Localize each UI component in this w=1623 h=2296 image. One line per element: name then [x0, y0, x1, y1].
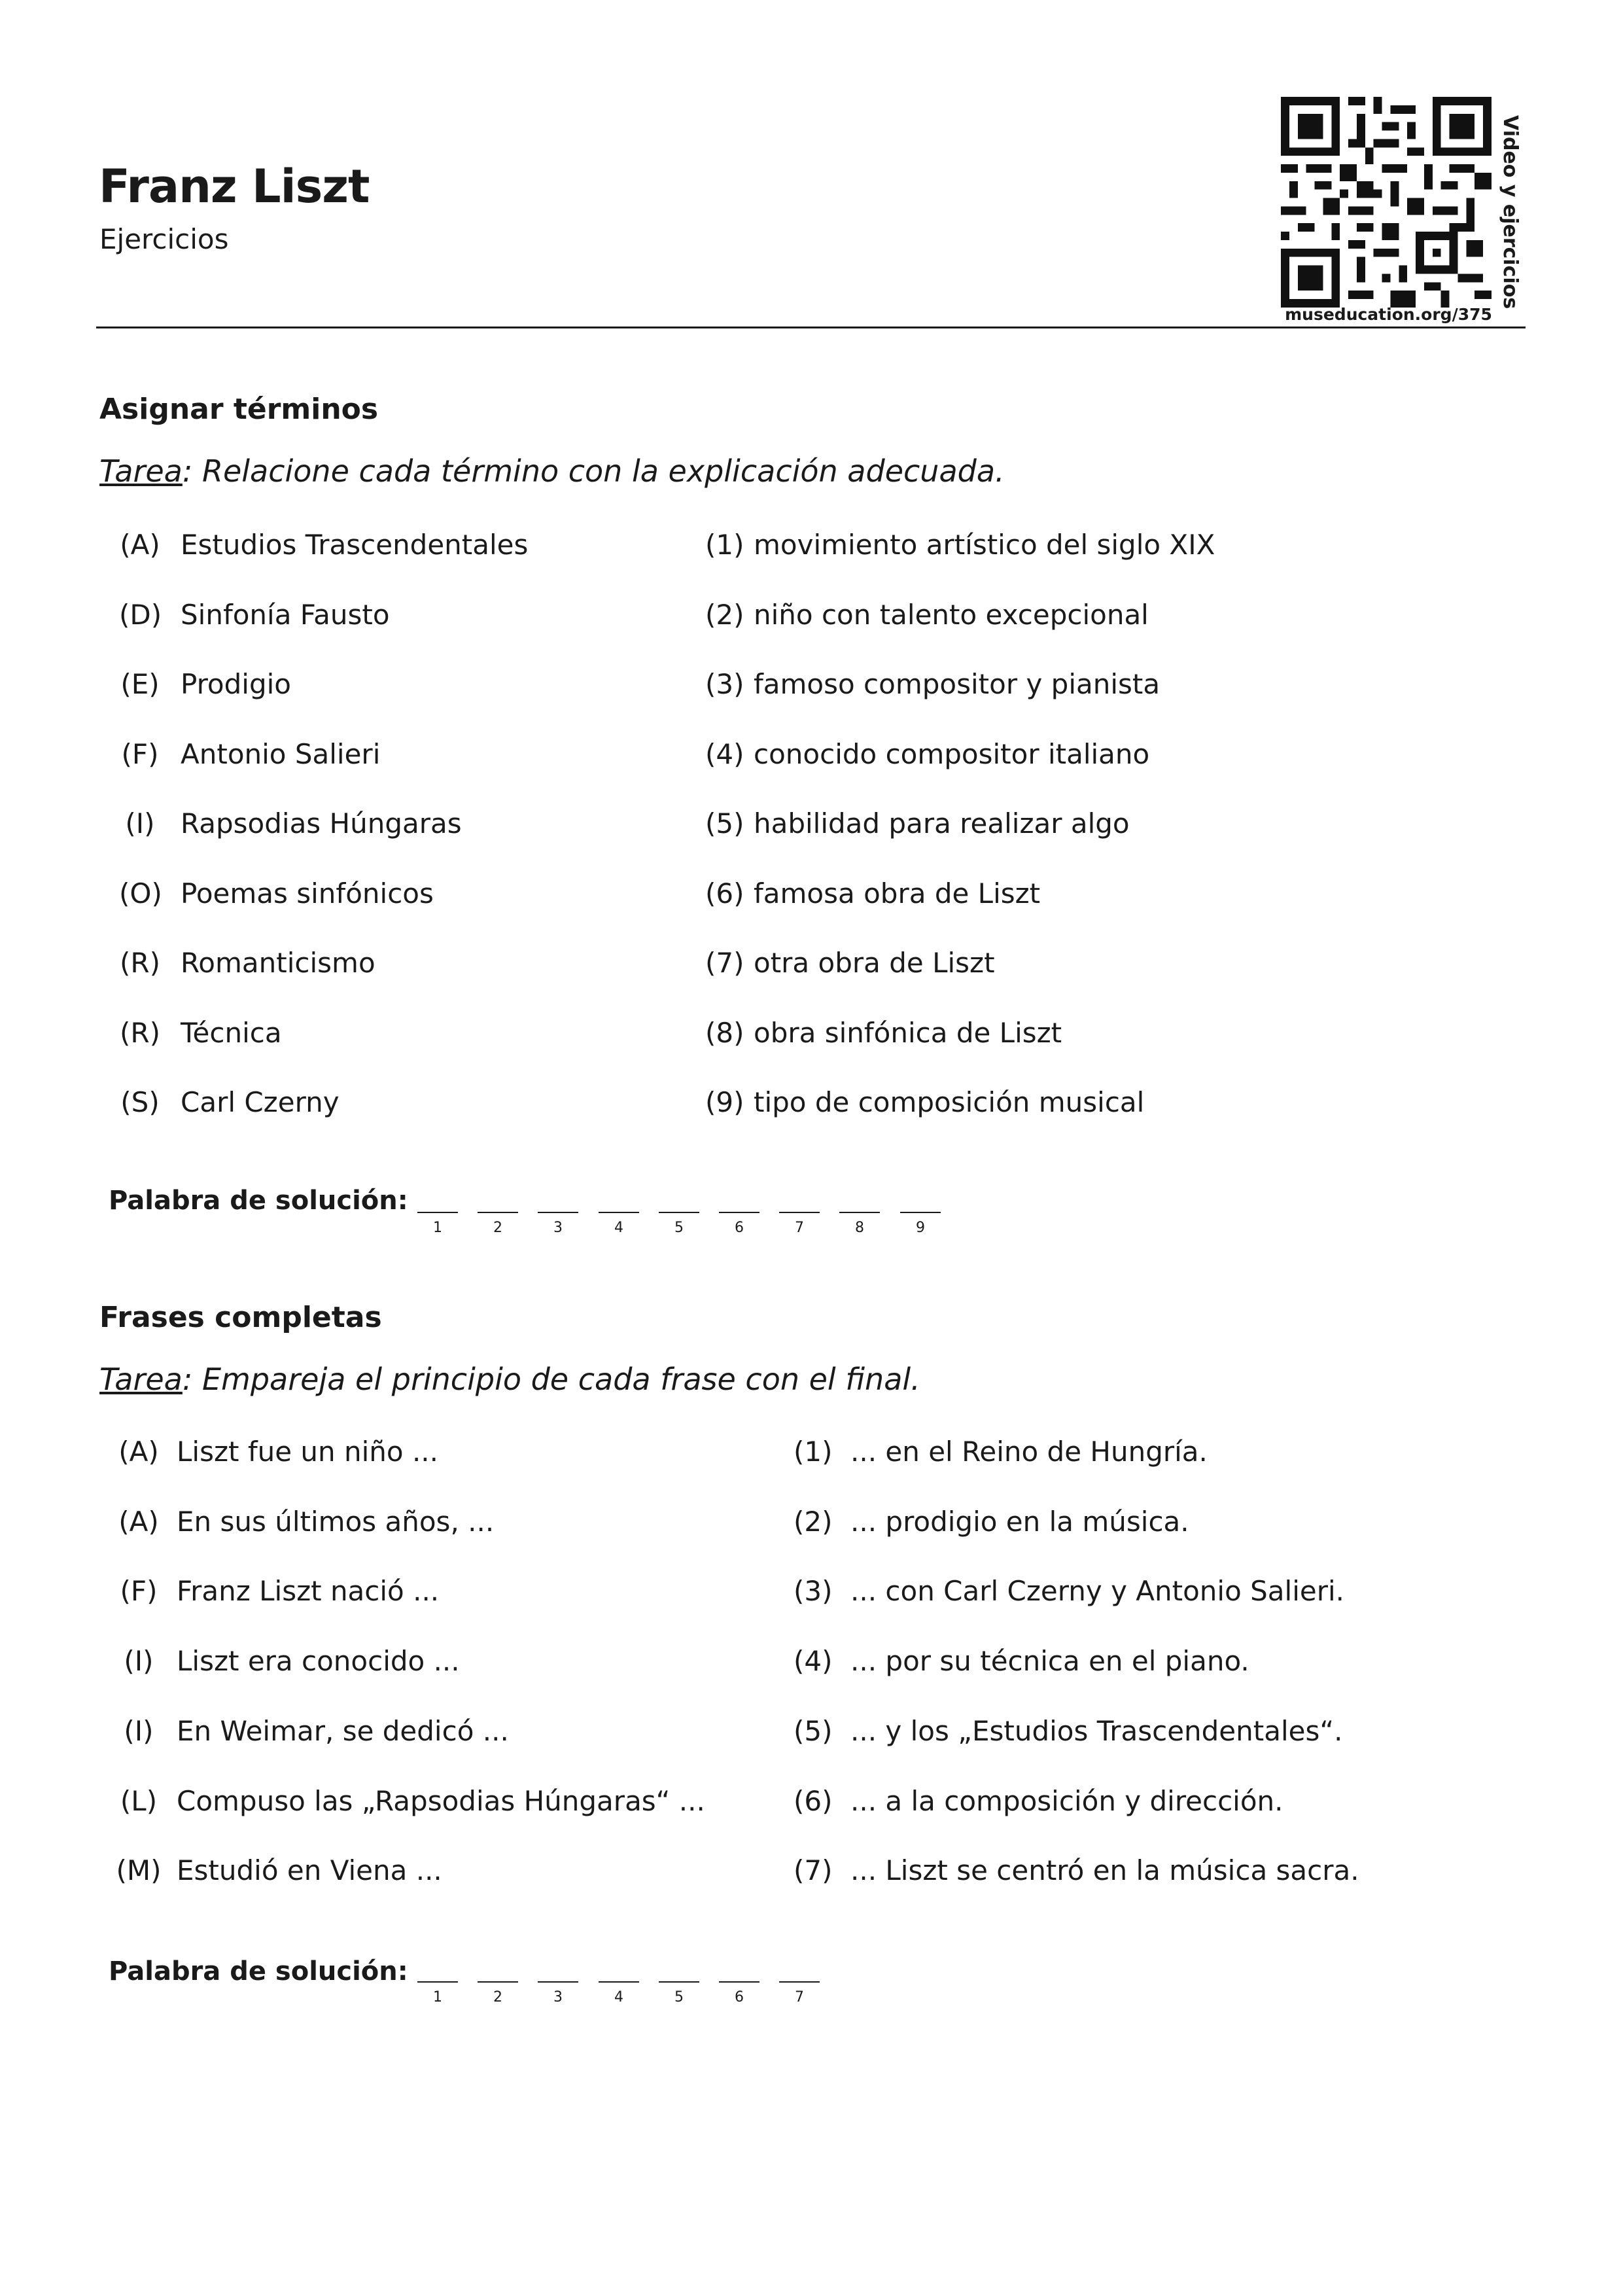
- definition-item: obra sinfónica de Liszt: [754, 1017, 1062, 1049]
- blank-number: 2: [493, 1220, 502, 1236]
- sentence-end-number: (5): [794, 1715, 833, 1747]
- blank-number: 9: [916, 1220, 925, 1236]
- definition-item: conocido compositor italiano: [754, 738, 1150, 770]
- sentence-start-letter: (A): [118, 1506, 159, 1538]
- answer-blank[interactable]: [599, 1981, 639, 1983]
- qr-url-link[interactable]: museducation.org/375: [1285, 305, 1492, 324]
- page-title: Franz Liszt: [99, 160, 370, 213]
- sentence-end: ... con Carl Czerny y Antonio Salieri.: [850, 1575, 1344, 1607]
- term-item: Romanticismo: [181, 947, 375, 979]
- sentence-end-number: (7): [794, 1854, 833, 1886]
- blank-number: 5: [674, 1220, 684, 1236]
- answer-blank[interactable]: [779, 1212, 820, 1213]
- term-letter: (O): [119, 877, 162, 910]
- answer-blank[interactable]: [538, 1981, 578, 1983]
- answer-blank[interactable]: [900, 1212, 941, 1213]
- sentence-end-number: (4): [794, 1645, 833, 1677]
- task-instruction: [99, 1362, 920, 1397]
- definition-item: habilidad para realizar algo: [754, 807, 1130, 839]
- definition-number: (6): [705, 877, 744, 910]
- sentence-start-letter: (F): [120, 1575, 158, 1607]
- answer-blank[interactable]: [659, 1981, 699, 1983]
- answer-blank[interactable]: [599, 1212, 639, 1213]
- blank-number: 3: [553, 1220, 563, 1236]
- task-instruction: [99, 453, 1005, 489]
- answer-blank[interactable]: [719, 1981, 759, 1983]
- sentence-start-letter: (L): [120, 1785, 158, 1817]
- answer-blank[interactable]: [659, 1212, 699, 1213]
- blank-number: 1: [433, 1220, 442, 1236]
- task-text: : Empareja el principio de cada frase con el final.: [182, 1362, 920, 1397]
- term-letter: (S): [120, 1086, 160, 1118]
- term-item: Rapsodias Húngaras: [181, 807, 462, 839]
- definition-number: (1): [705, 529, 744, 561]
- blank-number: 8: [855, 1220, 864, 1236]
- term-item: Poemas sinfónicos: [181, 877, 434, 910]
- page-subtitle: Ejercicios: [99, 223, 229, 255]
- sentence-start: Liszt era conocido ...: [177, 1645, 460, 1677]
- blank-number: 4: [614, 1989, 623, 2005]
- blank-number: 5: [674, 1989, 684, 2005]
- sentence-start: Franz Liszt nació ...: [177, 1575, 440, 1607]
- term-item: Técnica: [181, 1017, 282, 1049]
- sentence-end: ... y los „Estudios Trascendentales“.: [850, 1715, 1343, 1747]
- definition-item: famosa obra de Liszt: [754, 877, 1041, 910]
- term-item: Antonio Salieri: [181, 738, 381, 770]
- answer-blank[interactable]: [478, 1981, 518, 1983]
- sentence-end: ... a la composición y dirección.: [850, 1785, 1283, 1817]
- blank-number: 2: [493, 1989, 502, 2005]
- term-item: Estudios Trascendentales: [181, 529, 529, 561]
- definition-number: (3): [705, 668, 744, 700]
- blank-number: 4: [614, 1220, 623, 1236]
- sentence-end: ... prodigio en la música.: [850, 1506, 1189, 1538]
- task-prefix: Tarea: [99, 1362, 183, 1397]
- term-letter: (F): [121, 738, 159, 770]
- term-letter: (I): [125, 807, 155, 839]
- header-divider: [96, 327, 1526, 328]
- sentence-end-number: (6): [794, 1785, 833, 1817]
- definition-number: (9): [705, 1086, 744, 1118]
- term-item: Carl Czerny: [181, 1086, 340, 1118]
- term-letter: (D): [119, 599, 162, 631]
- definition-number: (5): [705, 807, 744, 839]
- term-item: Sinfonía Fausto: [181, 599, 390, 631]
- definition-item: famoso compositor y pianista: [754, 668, 1161, 700]
- sentence-start: En sus últimos años, ...: [177, 1506, 495, 1538]
- solution-label: Palabra de solución:: [109, 1186, 408, 1216]
- term-letter: (R): [120, 1017, 160, 1049]
- sentence-start: Estudió en Viena ...: [177, 1854, 442, 1886]
- answer-blank[interactable]: [478, 1212, 518, 1213]
- sentence-start: En Weimar, se dedicó ...: [177, 1715, 509, 1747]
- blank-number: 3: [553, 1989, 563, 2005]
- answer-blank[interactable]: [719, 1212, 759, 1213]
- term-letter: (A): [120, 529, 160, 561]
- blank-number: 1: [433, 1989, 442, 2005]
- sentence-end-number: (3): [794, 1575, 833, 1607]
- sentence-end-number: (1): [794, 1436, 833, 1468]
- definition-number: (4): [705, 738, 744, 770]
- blank-number: 6: [735, 1220, 744, 1236]
- sentence-end-number: (2): [794, 1506, 833, 1538]
- definition-item: niño con talento excepcional: [754, 599, 1149, 631]
- definition-item: movimiento artístico del siglo XIX: [754, 529, 1215, 561]
- task-text: : Relacione cada término con la explicación adecuada.: [182, 453, 1005, 489]
- blank-number: 7: [795, 1989, 804, 2005]
- sentence-start-letter: (I): [124, 1645, 154, 1677]
- answer-blank[interactable]: [417, 1212, 458, 1213]
- sentence-end: ... en el Reino de Hungría.: [850, 1436, 1208, 1468]
- section-title: Asignar términos: [99, 393, 379, 426]
- sentence-start-letter: (I): [124, 1715, 154, 1747]
- sentence-start: Liszt fue un niño ...: [177, 1436, 439, 1468]
- task-prefix: Tarea: [99, 453, 183, 489]
- sentence-end: ... Liszt se centró en la música sacra.: [850, 1854, 1359, 1886]
- sentence-start-letter: (A): [118, 1436, 159, 1468]
- blank-number: 7: [795, 1220, 804, 1236]
- sentence-end: ... por su técnica en el piano.: [850, 1645, 1249, 1677]
- sentence-start-letter: (M): [116, 1854, 162, 1886]
- answer-blank[interactable]: [417, 1981, 458, 1983]
- solution-label: Palabra de solución:: [109, 1956, 408, 1987]
- definition-item: tipo de composición musical: [754, 1086, 1145, 1118]
- answer-blank[interactable]: [839, 1212, 880, 1213]
- section-title: Frases completas: [99, 1301, 382, 1334]
- term-letter: (E): [120, 668, 160, 700]
- answer-blank[interactable]: [779, 1981, 820, 1983]
- blank-number: 6: [735, 1989, 744, 2005]
- qr-code-icon: [1281, 97, 1492, 308]
- sentence-start: Compuso las „Rapsodias Húngaras“ ...: [177, 1785, 705, 1817]
- term-letter: (R): [120, 947, 160, 979]
- qr-side-label: Video y ejercicios: [1499, 115, 1522, 309]
- definition-number: (8): [705, 1017, 744, 1049]
- definition-item: otra obra de Liszt: [754, 947, 995, 979]
- definition-number: (7): [705, 947, 744, 979]
- answer-blank[interactable]: [538, 1212, 578, 1213]
- definition-number: (2): [705, 599, 744, 631]
- term-item: Prodigio: [181, 668, 291, 700]
